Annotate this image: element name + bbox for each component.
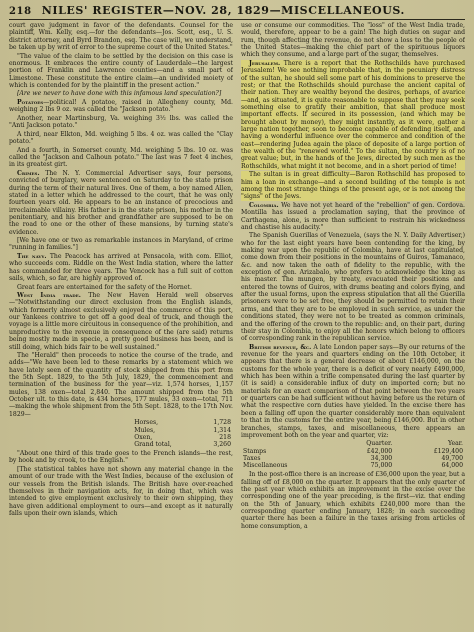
page-number: 218 [9, 6, 32, 17]
paragraph: "The value of the claim to be settled by the decision on this case is enormous. It embraces the entire county of Lauderdale—the largest portion of Franklin and Lawrence counties—and a small part of Limestone. These constitute the entire claim—an undivided moiety of which is contended for by the plaintiff in the present action." [9, 52, 233, 89]
section-heading: West India trade. [17, 292, 81, 300]
article-columns [9, 22, 465, 632]
paragraph [241, 344, 465, 439]
stock-table [9, 419, 233, 448]
paragraph: use or consume our commodities. The "loss" of the West India trade, would, therefore, appear to be a gain! The high duties on sugar and rum, though affecting the revenue, do not show a loss to the people of the United States—making the chief part of the spirituous liquors which they consume, and a large part of the sugar, themselves. [241, 22, 465, 59]
table-header: Quarter. [366, 440, 393, 448]
paragraph: In the post-office there is an increase of £36,000 upon the year, but a falling off of £8,000 on the quarter. It appears that the only quarter of the past year which exhibits an improvement in the excise over the corresponding one of the year preceding, is the first—viz. that ending on the 5th of January, which exhibits £240,000 more than the corresponding quarter ending January, 1828; in each succeeding quarter there has been a failure in the taxes arising from articles of home consumption, a [241, 471, 465, 530]
table-cell: Miscellaneous [243, 461, 288, 469]
table-cell: 49,700 [441, 454, 463, 462]
table-cell: Taxes [243, 454, 261, 462]
section-heading: Colombia. [249, 201, 279, 209]
paragraph-text: The Peacock has arrived at Pensacola, with com. Elliot, who succeeds com. Riddle on the West India station, where the latter has commanded for three years. The Vencock has a full suit of cotton sails, which, so far, are highly approved of. [9, 253, 233, 283]
paragraph [9, 99, 233, 114]
paragraph [9, 170, 233, 236]
paragraph: [The statistical tables have not shown any material change in the amount of our trade with the West Indies, because of the exclusion of our vessels from the British islands. The British have over-reached themselves in their navigation acts, for, in doing that, which was intended to give employment exclusively to their own shipping, they have given additional employment to ours—and except as it naturally falls upon their own islands, which [9, 466, 233, 518]
page-title: NILES' REGISTER—NOV. 28, 1829—MISCELLANEOUS. [41, 4, 405, 17]
table-row [241, 462, 465, 469]
table-row [9, 441, 233, 448]
section-heading: Crimes. [17, 169, 40, 177]
left-column [9, 22, 233, 632]
paragraph: court gave judgment in favor of the defendants. Counsel for the plaintiff, Wm. Kelly, esq.—for the defendants—Jos. Scott, esq., U. S. district attorney, and Byrd Brandon, esq. The case will, we understand, be taken up by writ of error to the supreme court of the United States." [9, 22, 233, 52]
paragraph: A third, near Elkton, Md. weighing 5 lbs. 4 oz. was called the "Clay potato." [9, 130, 233, 146]
paragraph-text: The N. Y. Commercial Advertiser says, four persons, convicted of burglary, were sentenced on Saturday to the state prison during the term of their natural lives. One of them, a boy named Allen, stated in a letter which he addressed to the court, that he was only fourteen years old. He appears to be an instance of precocious and irreclaimable villainy. His father is in the state prison, his mother in the penitentiary, and his brother and grandfather are supposed to be on the road to one or the other of these mansions, by turning state's evidence. [9, 169, 233, 236]
table-cell: Horses, [134, 419, 159, 427]
revenue-table [241, 440, 465, 469]
table-header-row [241, 440, 465, 447]
paragraph: "About one third of this trade goes to the French islands—the rest, by hook and by crook, to the English." [9, 450, 233, 465]
table-row [9, 434, 233, 441]
table-cell: Grand total, [134, 440, 172, 448]
highlighted-paragraph: The sultan is in great difficulty—Baron Rothschild has proposed to him a loan in exchange—and a second building of the temple is not among the most strange things of the present age, or is not among the "signs" of the Jews. [241, 171, 465, 201]
paragraph-text: A late London paper says—By our returns of the revenue for the years and quarters ending on the 10th October, it appears that there is a general decrease of about £146,000, on the customs for the whole year, there is a deficit of very nearly £490,000, which has been within a trifle compensated during the last quarter by (it is said) a considerable influx of duty on imported corn; but no materials for an exact comparison of that point between the two years or quarters can be had sufficient without having before us the return of what the respective corn duties have yielded. In the excise there has been a falling off upon the quarter considerably more than equivalent to that in the customs for the entire year, being £146,000. But in other branches, stamps, taxes, and miscellaneous, there appears an improvement both on the year and quarter, viz: [241, 343, 465, 439]
table-cell: Oxen, [134, 433, 153, 441]
table-cell: 75,000 [370, 461, 393, 469]
header-rule [9, 19, 465, 20]
paragraph [9, 253, 233, 282]
table-cell: Mules, [134, 426, 156, 434]
table-cell: 1,728 [213, 419, 231, 427]
paragraph: Great fears are entertained for the safety of the Hornet. [17, 283, 192, 291]
paragraph: And a fourth, in Somerset county, Md. weighing 5 lbs. 10 oz. was called the "Jackson and Calhoun potato." The last was 7 feet 4 inches, in its greatest girt. [9, 146, 233, 169]
paragraph-text: —political! A potatoe, raised in Allegheny county, Md. weighing 2 lbs 9 oz. was called the "Jackson potato." [9, 99, 233, 114]
paragraph-text: The New Haven Herald well observes—"Notwithstanding our direct exclusion from the English islands, which formerly almost exclusively enjoyed the commerce of this port, our Yankees contrive to get off a good deal of truck, and though the voyage is a little more circuitous in consequence of the prohibition, and unproductive to the revenue in consequence of the (are said) returns being mostly made in specie, a pretty good business has been, and is still doing, which bids fair to be well sustained." [9, 292, 233, 351]
table-header: Year. [447, 440, 463, 448]
table-cell: 64,000 [441, 461, 463, 469]
highlighted-paragraph [241, 60, 465, 170]
table-cell: £42,000 [366, 447, 393, 455]
paragraph: [Are we never to have done with this infamous land speculation?] [17, 90, 222, 98]
table-row [241, 448, 465, 455]
paragraph-text: We have not yet heard of the "rebellion" of gen. Cordova. Montilla has issued a proclamation saying, that the province of Carthagena, alone, is more than sufficient to restrain his wickedness and chastise his audacity." [241, 201, 465, 231]
paragraph [241, 202, 465, 231]
table-row [9, 427, 233, 434]
table-cell: 34,300 [370, 454, 393, 462]
table-row [9, 419, 233, 426]
paragraph: [We have one or two as remarkable instances in Maryland, of crime "running in families."] [9, 237, 233, 252]
right-column [241, 22, 465, 632]
page-header [9, 4, 465, 18]
table-cell: 3,260 [213, 440, 231, 448]
table-cell: £129,400 [433, 447, 463, 455]
table-cell: Stamps [243, 447, 267, 455]
table-header [241, 440, 331, 447]
section-heading: British revenue, &c. [249, 343, 312, 351]
paragraph: The Spanish Guerillas of Venezuela, (says the N. Y. Daily Advertiser,) who for the last eight years have been contending for the king, by making war upon the republic of Colombia, have at last capitulated, come down from their positions in the mountains of Guiros, Tamanaco, &c. and now taken the oath of fidelity to the republic, with the exception of gen. Arizabalo, who prefers to acknowledge the king as his master. The mungen, by treaty, evacuated their positions and entered the towns of Guiros, with drums beating and colors flying, and after the usual forms, upon the express stipulation that all the Guerilla prisoners were to be set free, they should be permitted to retain their arms, and that they are to be employed in such service, as under the conditions stated, they were not to be treated as common criminals, and the offering of the crown to the republic: and, on their part, during their stay in Colombia, to enjoy all the honors which belong to officers of corresponding rank in the republican service. [241, 232, 465, 343]
paragraph-text: There is a report that the Rothschilds have purchased Jerusalem! We see nothing improbable that, in the pecuniary distress of the sultan, he should sell some part of his dominions to preserve the rest; or that the Rothschilds should purchase the ancient capital of their nation. They are wealthy beyond the desires, perhaps, of avarice—and, as situated, it is quite reasonable to suppose that they may seek something else to gratify their ambition, that shall produce most important effects. If secured in its possession, (and which may be brought about by money), they might instantly, as it were, gather a large nation together, soon to become capable of defending itself, and having a wonderful influence over the commerce and condition of the east—rendering Judea again the place of deposite of a large portion of the wealth of the "renewed world." To the sultan, the country is of no great value; but, in the hands of the Jews, directed by such men as the Rothschilds, what might it not become, and in a short period of time! [241, 59, 465, 170]
paragraph: Another, near Martinsburg, Va. weighing 3½ lbs. was called the "Anti Jackson potato." [9, 114, 233, 130]
section-heading: Jerusalem. [249, 59, 281, 67]
paragraph [9, 292, 233, 351]
table-row [241, 455, 465, 462]
section-heading: The navy. [17, 253, 47, 260]
table-cell: 218 [219, 433, 231, 441]
table-cell: 1,314 [213, 426, 231, 434]
paragraph: The "Herald" then proceeds to notice the course of the trade, and adds—"We have been led to these remarks by a statement which we have lately seen of the quantity of stock shipped from this port from the 5th Sept. 1829, to the 5th July, 1829, the commencement and termination of the business for the year—viz. 1,574 horses, 1,157 mules, 138 oxen—total 2,840. The amount shipped from the 5th October ult. to this date, is 434 horses, 177 mules, 33 oxen—total, 711—making the whole shipment from the 5th Sept. 1828, to the 17th Nov. 1829— [9, 352, 233, 418]
section-heading: Potatoes [17, 99, 44, 106]
